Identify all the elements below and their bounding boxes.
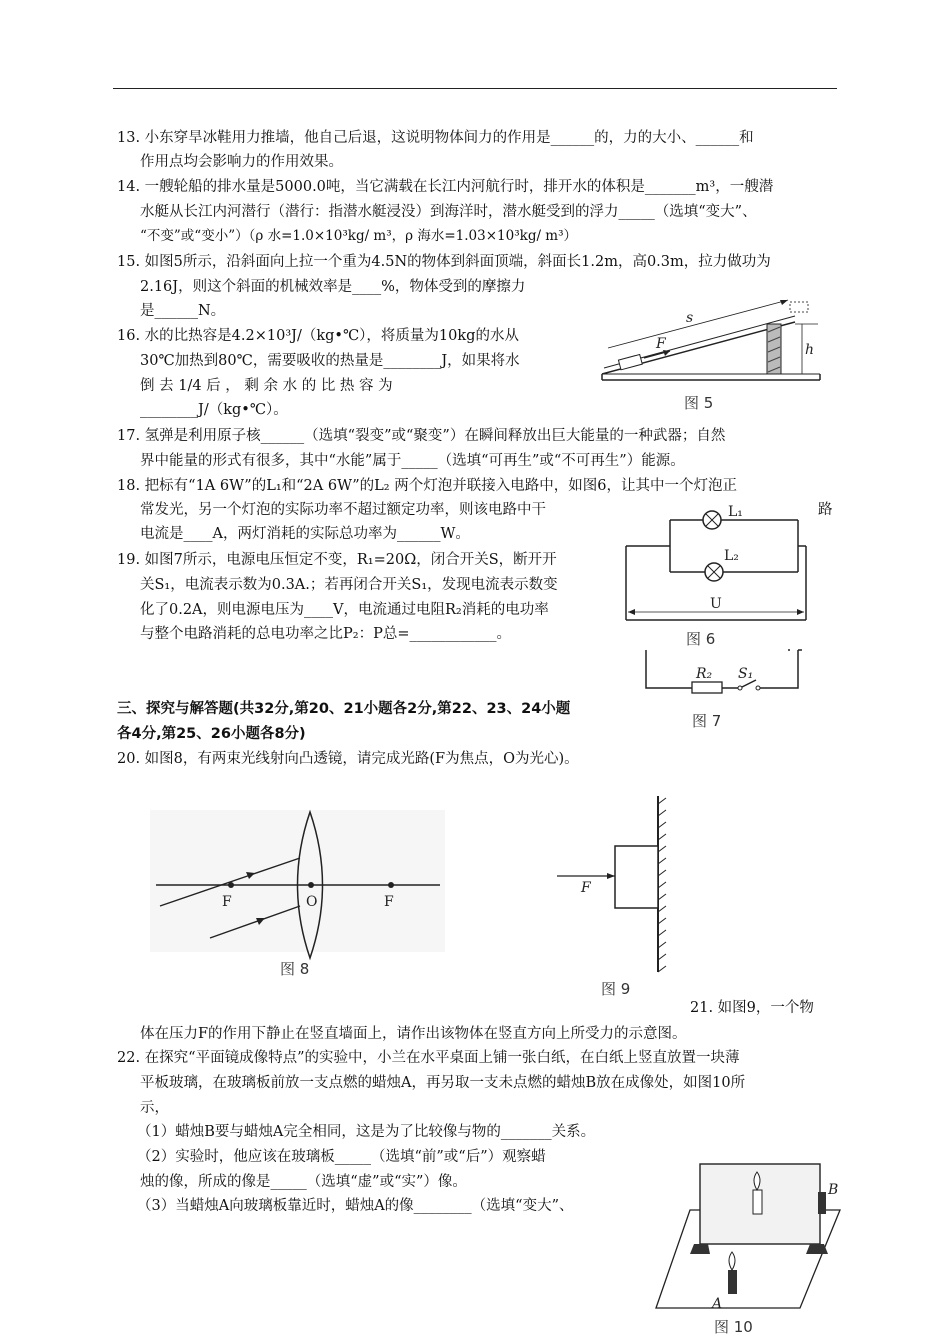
fig10-label-A: A xyxy=(712,1296,723,1312)
q13-line2: 作用点均会影响力的作用效果。 xyxy=(140,154,343,170)
q22-line1: 22. 在探究“平面镜成像特点”的实验中，小兰在水平桌面上铺一张白纸，在白纸上竖直放置一块薄 xyxy=(117,1050,740,1066)
q18-line1: 18. 把标有“1A 6W”的L₁和“2A 6W”的L₂ 两个灯泡并联接入电路中，如图6，让其中一个灯泡正 xyxy=(117,478,737,494)
q21-line1: 21. 如图9，一个物 xyxy=(690,1000,814,1016)
fig6-label-L1: L₁ xyxy=(728,504,743,520)
q16-line1: 16. 水的比热容是4.2×10³J/（kg•℃），将质量为10kg的水从 xyxy=(117,328,519,344)
q18-line3: 电流是____A，两灯消耗的实际总功率为______W。 xyxy=(140,526,470,542)
q22-line2: 平板玻璃，在玻璃板前放一支点燃的蜡烛A，再另取一支未点燃的蜡烛B放在成像处，如图10所 xyxy=(140,1075,746,1091)
figure-8-lens xyxy=(150,808,450,980)
q15-line1: 15. 如图5所示，沿斜面向上拉一个重为4.5N的物体到斜面顶端，斜面长1.2m，高0.3m，拉力做功为 xyxy=(117,254,771,270)
fig5-label-s: s xyxy=(686,310,694,326)
q18-line2-tail: 路 xyxy=(818,502,833,518)
q15-line3: 是______N。 xyxy=(140,303,226,319)
figure-10-mirror xyxy=(650,1158,845,1338)
fig5-label-F: F xyxy=(656,336,666,352)
q22-part2b: 烛的像，所成的像是_____（选填“虚”或“实”）像。 xyxy=(140,1174,467,1190)
q17-line1: 17. 氢弹是利用原子核______（选填“裂变”或“聚变”）在瞬间释放出巨大能量的一种武器；自然 xyxy=(117,428,726,444)
q19-line3: 化了0.2A，则电源电压为____V，电流通过电阻R₂消耗的电功率 xyxy=(140,602,549,618)
fig7-caption: 图 7 xyxy=(692,712,722,730)
q22-part1: （1）蜡烛B要与蜡烛A完全相同，这是为了比较像与物的_______关系。 xyxy=(137,1124,596,1140)
fig8-label-O: O xyxy=(306,894,318,910)
q17-line2: 界中能量的形式有很多，其中“水能”属于_____（选填“可再生”或“不可再生”）能源。 xyxy=(140,453,685,469)
section3-heading-line2: 各4分,第25、26小题各8分) xyxy=(117,726,306,742)
header-rule xyxy=(113,88,837,89)
fig6-label-L2: L₂ xyxy=(724,548,739,564)
fig7-label-R2: R₂ xyxy=(696,666,713,682)
q15-line2: 2.16J，则这个斜面的机械效率是____%，物体受到的摩擦力 xyxy=(140,279,526,295)
fig9-label-F: F xyxy=(581,880,591,896)
fig10-label-B: B xyxy=(828,1182,839,1198)
q22-line3: 示， xyxy=(140,1100,169,1116)
fig6-label-U: U xyxy=(710,596,722,612)
q19-line4: 与整个电路消耗的总电功率之比P₂：P总=____________。 xyxy=(140,626,511,642)
fig10-caption: 图 10 xyxy=(714,1318,753,1336)
q16-line4: ________J/（kg•℃）。 xyxy=(140,402,288,418)
figure-5-incline xyxy=(590,292,830,412)
figure-6-circuit xyxy=(620,500,810,650)
q21-line2: 体在压力F的作用下静止在竖直墙面上，请作出该物体在竖直方向上所受力的示意图。 xyxy=(140,1026,687,1042)
figure-7-circuit xyxy=(640,648,820,734)
fig9-caption: 图 9 xyxy=(601,980,631,998)
fig7-label-S1: S₁ xyxy=(738,666,754,682)
q14-line2: 水艇从长江内河潜行（潜行：指潜水艇浸没）到海洋时，潜水艇受到的浮力_____（选填“变大”、 xyxy=(140,204,757,220)
q19-line1: 19. 如图7所示，电源电压恒定不变，R₁=20Ω，闭合开关S，断开开 xyxy=(117,552,557,568)
q16-line3: 倒 去 1/4 后 ， 剩 余 水 的 比 热 容 为 xyxy=(140,378,393,394)
fig8-label-F-left: F xyxy=(222,894,232,910)
q18-line2: 常发光，另一个灯泡的实际功率不超过额定功率，则该电路中干 xyxy=(140,502,546,518)
q22-part2a: （2）实验时，他应该在玻璃板_____（选填“前”或“后”）观察蜡 xyxy=(137,1149,546,1165)
figure-9-wall xyxy=(555,796,675,1002)
q16-line2: 30℃加热到80℃，需要吸收的热量是________J，如果将水 xyxy=(140,353,520,369)
q19-line2: 关S₁，电流表示数为0.3A.；若再闭合开关S₁，发现电流表示数变 xyxy=(140,577,558,593)
fig8-caption: 图 8 xyxy=(280,960,310,978)
q22-part3: （3）当蜡烛A向玻璃板靠近时，蜡烛A的像________（选填“变大”、 xyxy=(137,1198,574,1214)
fig5-label-h: h xyxy=(805,342,815,358)
fig5-caption: 图 5 xyxy=(684,394,714,412)
fig8-label-F-right: F xyxy=(384,894,394,910)
fig6-caption: 图 6 xyxy=(686,630,716,648)
q14-line3: “不变”或“变小”）（ρ 水=1.0×10³kg/ m³，ρ 海水=1.03×10³kg/ m³） xyxy=(140,228,578,244)
section3-heading-line1: 三、探究与解答题(共32分,第20、21小题各2分,第22、23、24小题 xyxy=(117,701,571,717)
q20-line1: 20. 如图8，有两束光线射向凸透镜，请完成光路(F为焦点，O为光心)。 xyxy=(117,751,579,767)
q13-line1: 13. 小东穿旱冰鞋用力推墙，他自己后退，这说明物体间力的作用是______的，力的大小、______和 xyxy=(117,130,754,146)
q14-line1: 14. 一艘轮船的排水量是5000.0吨，当它满载在长江内河航行时，排开水的体积是_______m³，一艘潜 xyxy=(117,179,774,195)
